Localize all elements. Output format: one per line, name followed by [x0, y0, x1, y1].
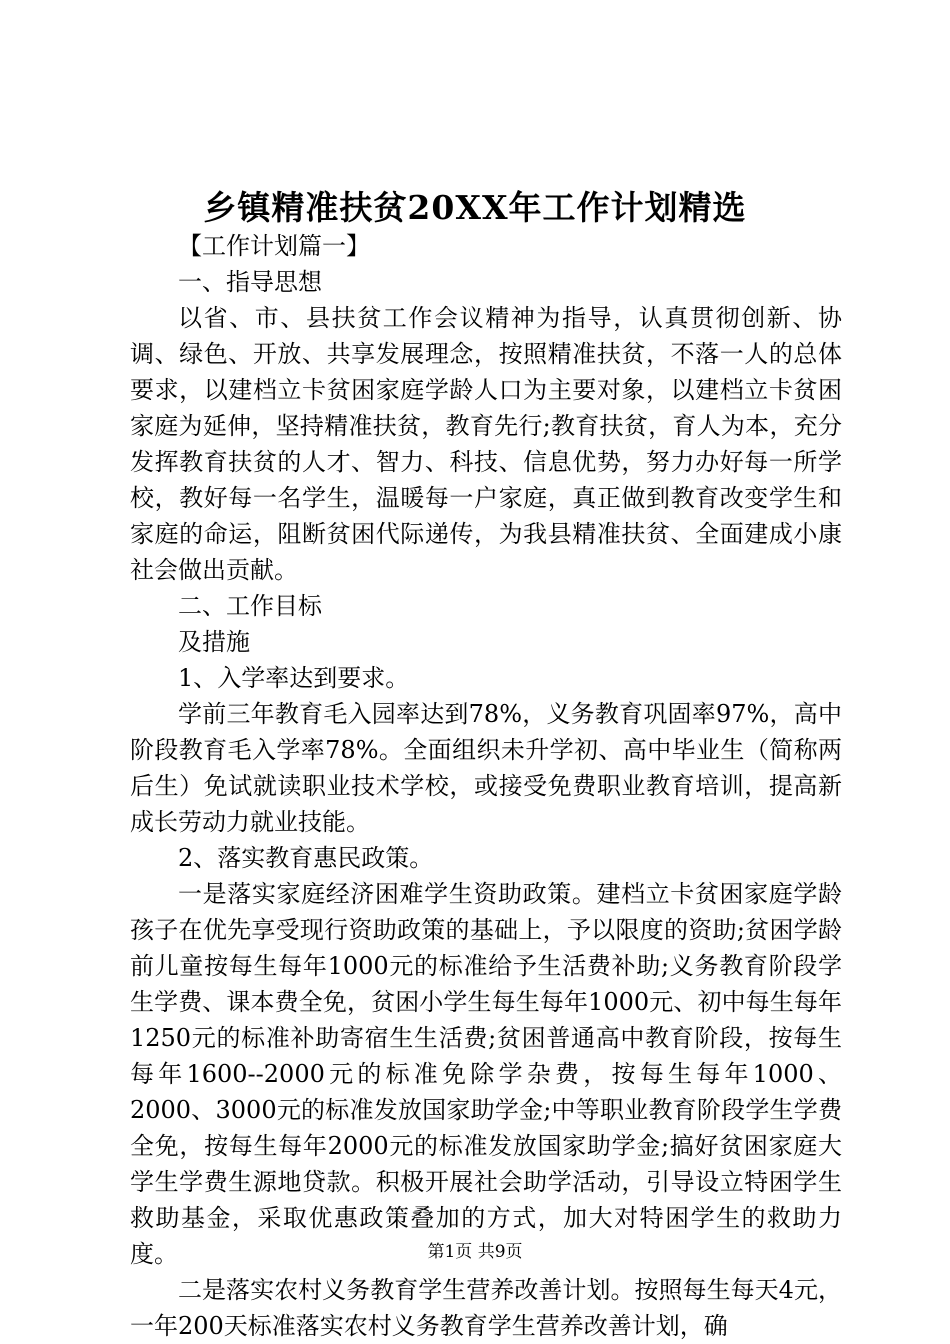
document-body — [130, 228, 842, 1344]
item-heading-enrollment: 1、入学率达到要求。 — [178, 664, 410, 692]
section-heading-work-goals: 二、工作目标 — [178, 592, 322, 620]
paragraph-guiding-ideology: 以省、市、县扶贫工作会议精神为指导，认真贯彻创新、协调、绿色、开放、共享发展理念，按照精准扶贫，不落一人的总体要求，以建档立卡贫困家庭学龄人口为主要对象，以建档立卡贫困家庭为延伸，坚持精准扶贫，教育先行;教育扶贫，育人为本，充分发挥教育扶贫的人才、智力、科技、信息优势，努力办好每一所学校，教好每一名学生，温暖每一户家庭，真正做到教育改变学生和家庭的命运，阻断贫困代际递传，为我县精准扶贫、全面建成小康社会做出贡献。 — [130, 304, 842, 584]
paragraph-enrollment: 学前三年教育毛入园率达到78%，义务教育巩固率97%，高中阶段教育毛入学率78%。全面组织未升学初、高中毕业生（简称两后生）免试就读职业技术学校，或接受免费职业教育培训，提高新成长劳动力就业技能。 — [130, 700, 842, 836]
item-heading-policy: 2、落实教育惠民政策。 — [178, 844, 434, 872]
paragraph-financial-aid: 一是落实家庭经济困难学生资助政策。建档立卡贫困家庭学龄孩子在优先享受现行资助政策的基础上，予以限度的资助;贫困学龄前儿童按每生每年1000元的标准给予生活费补助;义务教育阶段学生学费、课本费全免，贫困小学生每生每年1000元、初中每生每年1250元的标准补助寄宿生生活费;贫困普通高中教育阶段，按每生每年1600--2000元的标准免除学杂费，按每生每年1000、2000、3000元的标准发放国家助学金;中等职业教育阶段学生学费全免，按每生每年2000元的标准发放国家助学金;搞好贫困家庭大学生学费生源地贷款。积极开展社会助学活动，引导设立特困学生救助基金，采取优惠政策叠加的方式，加大对特困学生的救助力度。 — [130, 880, 842, 1268]
section-heading-measures: 及措施 — [178, 628, 250, 656]
section-heading-guiding-ideology: 一、指导思想 — [178, 268, 322, 296]
paragraph-nutrition-plan: 二是落实农村义务教育学生营养改善计划。按照每生每天4元，一年200天标准落实农村义务教育学生营养改善计划，确 — [130, 1276, 842, 1340]
document-title: 乡镇精准扶贫20XX年工作计划精选 — [203, 188, 747, 227]
page-footer: 第1页 共9页 — [427, 1242, 523, 1262]
section-heading-plan-one: 【工作计划篇一】 — [178, 232, 370, 260]
